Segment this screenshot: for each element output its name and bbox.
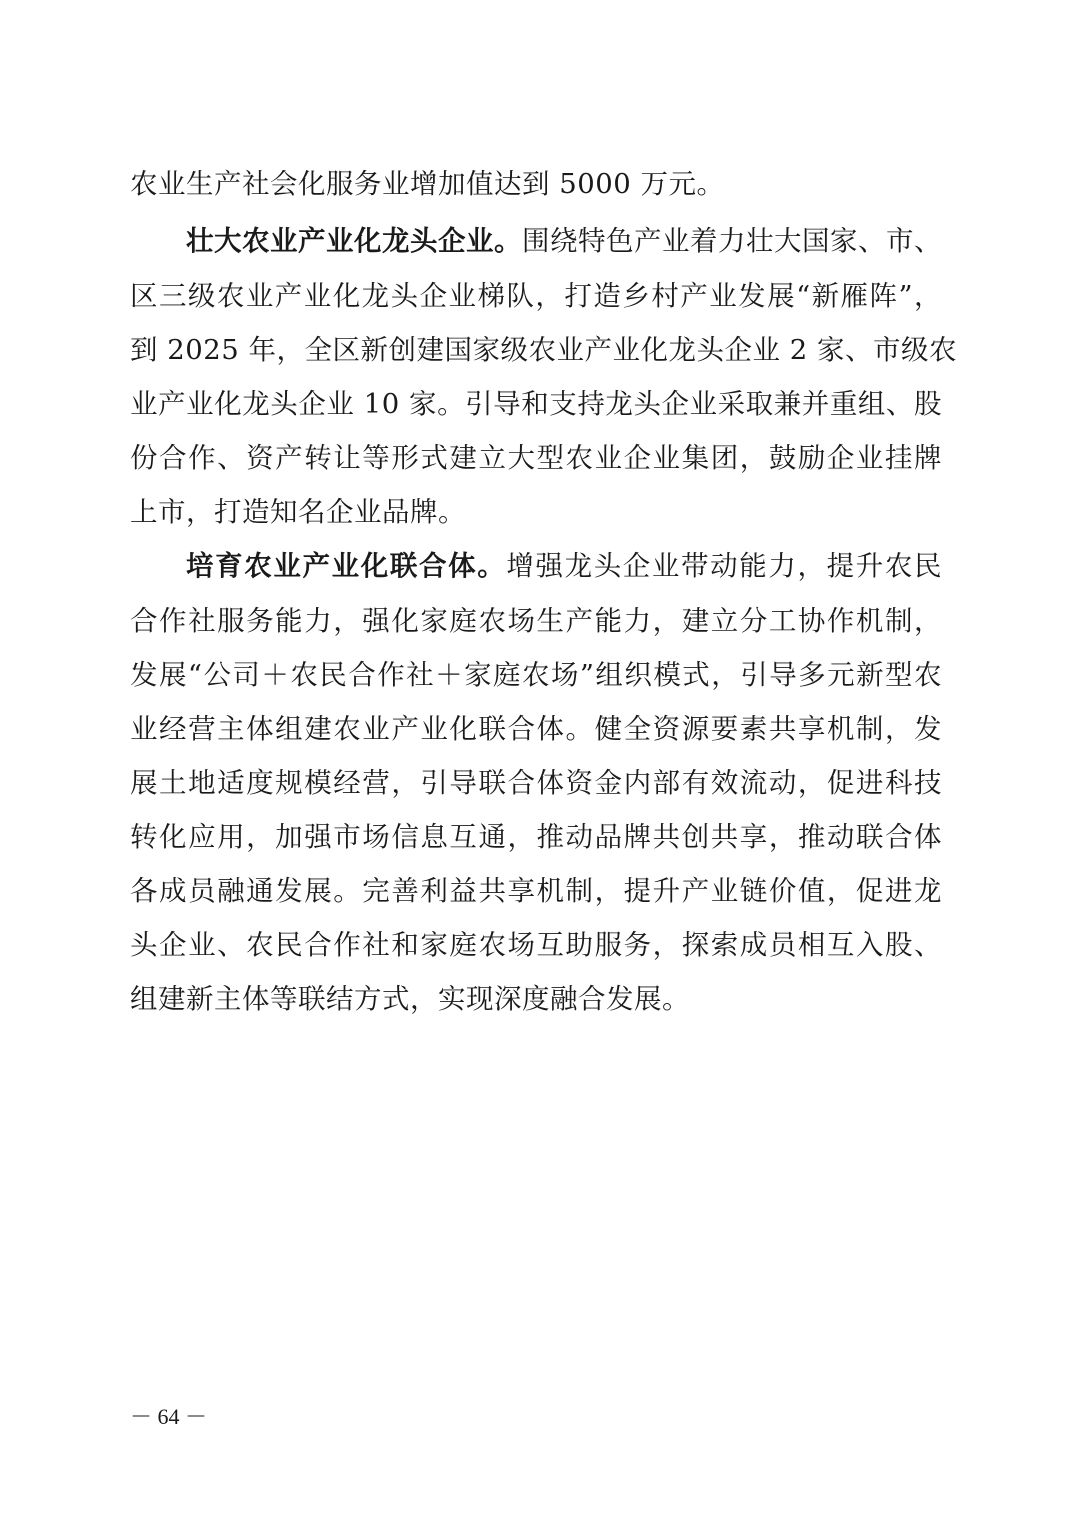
paragraph-3-line-5: 展土地适度规模经营，引导联合体资金内部有效流动，促进科技 [130,767,942,799]
paragraph-3-line-7: 各成员融通发展。完善利益共享机制，提升产业链价值，促进龙 [130,875,942,907]
paragraph-3-line-4: 业经营主体组建农业产业化联合体。健全资源要素共享机制，发 [130,713,942,745]
paragraph-3-line-1-text: 增强龙头企业带动能力，提升农民 [506,550,943,582]
paragraph-3-line-9: 组建新主体等联结方式，实现深度融合发展。 [130,983,690,1015]
paragraph-3-line-2: 合作社服务能力，强化家庭农场生产能力，建立分工协作机制， [130,605,942,637]
paragraph-3-heading: 培育农业产业化联合体。 [186,550,507,582]
paragraph-3-line-8: 头企业、农民合作社和家庭农场互助服务，探索成员相互入股、 [130,929,942,961]
paragraph-2-line-1 [186,221,942,261]
paragraph-2-line-5: 份合作、资产转让等形式建立大型农业企业集团，鼓励企业挂牌 [130,442,942,474]
paragraph-3-line-1 [186,546,942,586]
paragraph-2-line-1-text: 围绕特色产业着力壮大国家、市、 [522,225,942,257]
paragraph-2-heading: 壮大农业产业化龙头企业。 [186,225,522,257]
paragraph-3-line-6: 转化应用，加强市场信息互通，推动品牌共创共享，推动联合体 [130,821,942,853]
paragraph-2-line-3: 到 2025 年，全区新创建国家级农业产业化龙头企业 2 家、市级农 [130,334,957,366]
paragraph-2-line-2: 区三级农业产业化龙头企业梯队，打造乡村产业发展“新雁阵”， [130,280,942,312]
paragraph-2-line-4: 业产业化龙头企业 10 家。引导和支持龙头企业采取兼并重组、股 [130,388,942,420]
paragraph-3-line-3: 发展“公司＋农民合作社＋家庭农场”组织模式，引导多元新型农 [130,659,942,691]
paragraph-2-line-6: 上市，打造知名企业品牌。 [130,496,466,528]
page-number: － 64 － [130,1404,208,1429]
paragraph-1-line-1: 农业生产社会化服务业增加值达到 5000 万元。 [130,168,725,200]
